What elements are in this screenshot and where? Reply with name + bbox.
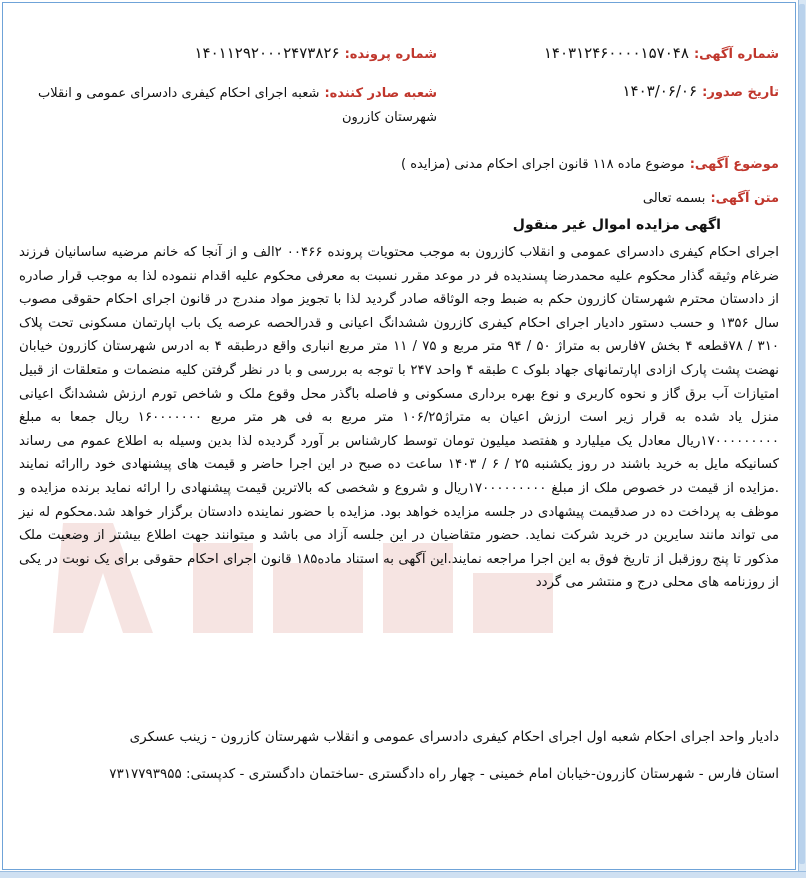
subject-value: موضوع ماده ۱۱۸ قانون اجرای احکام مدنی (مزایده )	[401, 157, 685, 172]
case-number-field	[194, 43, 437, 62]
issue-date-label: تاریخ صدور:	[702, 85, 779, 100]
case-number-value: ۱۴۰۱۱۲۹۲۰۰۰۲۴۷۳۸۲۶	[194, 44, 340, 62]
issue-date-value: ۱۴۰۳/۰۶/۰۶	[622, 82, 698, 100]
ad-number-label: شماره آگهی:	[693, 47, 779, 62]
issue-date-field	[622, 81, 779, 100]
subject-label: موضوع آگهی:	[689, 157, 779, 172]
notice-body: اجرای احکام کیفری دادسرای عمومی و انقلاب کازرون به موجب محتویات پرونده ۰۰۴۶۶ ۲الف و از آنجا که خانم مرضیه ساسانیان فرزند ضرغام وثیقه گذار محکوم علیه محمدرضا پسندیده فر در موعد مقرر نسبت به معرفی محکوم علیه اقدام ننموده لذا به موجب قرار صادره از دادستان محترم شهرستان کازرون حکم به ضبط وجه الوثاقه صادر گردید لذا با تجویز مواد مندرج در قانون اجرای احکام حقوقی مصوب سال ۱۳۵۶ و حسب دستور دادیار اجرای احکام کیفری کازرون ششدانگ اعیانی و قدرالحصه عرصه یک باب اپارتمان مسکونی تحت پلاک ۳۱۰ / ۷۸قطعه ۴ بخش ۷فارس به متراژ ۵۰ / ۹۴ متر مربع و ۷۵ / ۱۱ متر مربع انباری واقع درطبقه ۴ به ادرس شهرستان کازرون خیابان نهضت پشت پارک ازادی اپارتمانهای جهاد بلوک c طبقه ۴ واحد ۲۴۷ با توجه به بررسی و با در نظر گرفتن کلیه منضمات و متعلقات از قبیل امتیازات آب برق گاز و نحوه کاربری و نوع بهره برداری مسکونی و فاصله باگذر محل وقوع ملک و شاخص تورم ارزش ششدانگ اعیانی منزل یاد شده به قرار زیر است ارزش اعیان به متراژ۱۰۶/۲۵ متر مربع به فی هر متر مربع ۱۶۰۰۰۰۰۰۰ ریال جمعا به مبلغ ۱۷۰۰۰۰۰۰۰۰۰ریال معادل یک میلیارد و هفتصد میلیون تومان توسط کارشناس بر آورد گردیده لذا بدین وسیله به اطلاع عموم می رساند کسانیکه مایل به خرید باشند در روز یکشنبه ۲۵ / ۶ / ۱۴۰۳ ساعت ده صبح در این اجرا حاضر و قیمت های پیشنهادی خود راارائه نمایند .مزایده از قیمت در خصوص ملک از مبلغ ۱۷۰۰۰۰۰۰۰۰۰ریال و شروع و شخصی که بالاترین قیمت پیشنهادی را ارائه نماید برنده مزایده و موظف به پرداخت ده در صدقیمت پیشهادی در جلسه مزایده خواهد بود. مزایده با حضور نماینده دادستان برگزار خواهد شد.محکوم له نیز می تواند مانند سایرین در خرید شرکت نماید. حضور متقاضیان در این جلسه آزاد می باشد و میتوانند جهت اطلاع بیشتر از وضعیت ملک مذکور تا پنج روزقبل از تاریخ فوق به این اجرا مراجعه نمایند.این آگهی به استناد ماده۱۸۵ قانون اجرای احکام حقوقی برای یک نوبت در یکی از روزنامه های محلی درج و منتشر می گردد	[19, 245, 779, 591]
issuing-branch-label: شعبه صادر کننده:	[324, 86, 437, 101]
ad-text-heading1: بسمه تعالی	[642, 191, 706, 206]
ad-text-heading	[513, 184, 779, 238]
vertical-scrollbar[interactable]	[798, 0, 806, 878]
signature-line: دادیار واحد اجرای احکام شعبه اول اجرای احکام کیفری دادسرای عمومی و انقلاب شهرستان کازرون - زینب عسکری	[129, 729, 779, 745]
case-number-label: شماره پرونده:	[344, 47, 437, 62]
ad-number-field	[544, 43, 779, 62]
issuing-branch-value: شعبه اجرای احکام کیفری دادسرای عمومی و انقلاب شهرستان کازرون	[38, 86, 437, 125]
bottom-border	[0, 871, 806, 878]
address-line: استان فارس - شهرستان کازرون-خیابان امام خمینی - چهار راه دادگستری -ساختمان دادگستری - کدپستی: ۷۳۱۷۷۹۳۹۵۵	[109, 766, 779, 782]
scrollbar-thumb[interactable]	[799, 4, 805, 864]
issuing-branch-field	[17, 81, 437, 129]
subject-field	[401, 153, 779, 172]
ad-text-heading2: اگهی مزایده اموال غیر منقول	[512, 217, 721, 233]
notice-frame	[2, 2, 796, 870]
ad-text-label: متن آگهی:	[710, 191, 779, 206]
ad-number-value: ۱۴۰۳۱۲۴۶۰۰۰۰۱۵۷۰۴۸	[543, 44, 689, 62]
